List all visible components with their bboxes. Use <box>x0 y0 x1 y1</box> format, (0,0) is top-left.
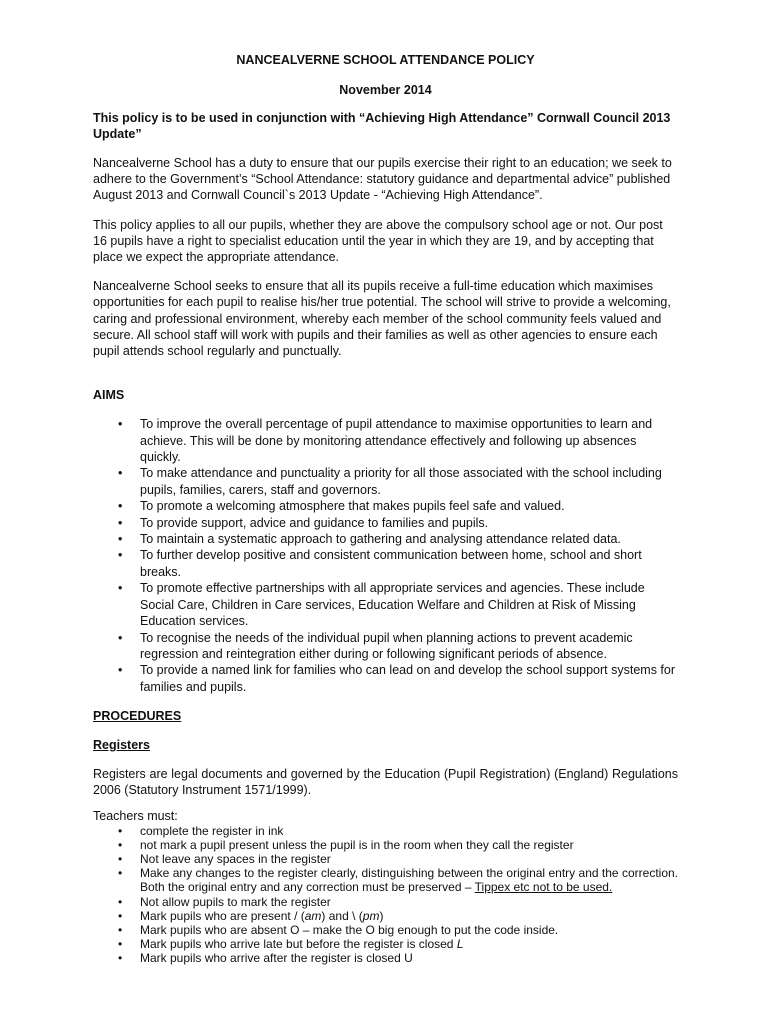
list-item: • complete the register in ink <box>140 824 678 838</box>
aims-item: • To promote effective partnerships with all appropriate services and agencies. These include Social Care, Children in Care services, Education Welfare and Children at Risk of Missing Education services. <box>140 580 678 629</box>
intro-statement: This policy is to be used in conjunction with “Achieving High Attendance” Cornwall Council 2013 Update” <box>93 111 671 141</box>
aims-item: • To promote a welcoming atmosphere that makes pupils feel safe and valued. <box>140 498 678 514</box>
late-code: L <box>456 937 464 952</box>
list-item <box>140 866 678 894</box>
list-item-text: ) <box>379 908 384 923</box>
aims-item: • To make attendance and punctuality a priority for all those associated with the school including pupils, families, carers, staff and governors. <box>140 465 678 498</box>
registers-paragraph: Registers are legal documents and governed by the Education (Pupil Registration) (England) Regulations 2006 (Statutory Instrument 1571/1999). <box>93 767 678 798</box>
aims-item: • To improve the overall percentage of pupil attendance to maximise opportunities to learn and achieve. This will be done by monitoring attendance effectively and following up absences quickly. <box>140 416 678 465</box>
paragraph-applies: This policy applies to all our pupils, whether they are above the compulsory school age or not. Our post 16 pupils have a right to specialist education until the year in which they are 19, and by accepting that place we expect the appropriate attendance. <box>93 217 663 265</box>
registers-heading: Registers <box>93 738 150 753</box>
list-item: • Mark pupils who arrive after the register is closed U <box>140 951 678 965</box>
aims-item: • To provide a named link for families who can lead on and develop the school support systems for families and pupils. <box>140 662 678 695</box>
teachers-must-label: Teachers must: <box>93 808 178 823</box>
list-item-text: Mark pupils who arrive late but before the register is closed <box>140 937 457 952</box>
aims-item: • To provide support, advice and guidance to families and pupils. <box>140 515 678 531</box>
list-item: • Mark pupils who are absent O – make the O big enough to put the code inside. <box>140 923 678 937</box>
list-item: • not mark a pupil present unless the pupil is in the room when they call the register <box>140 838 678 852</box>
procedures-heading: PROCEDURES <box>93 709 182 724</box>
document-date: November 2014 <box>339 83 432 97</box>
aims-item: • To further develop positive and consistent communication between home, school and short breaks. <box>140 547 678 580</box>
aims-item: • To maintain a systematic approach to gathering and analysing attendance related data. <box>140 531 678 547</box>
list-item <box>140 909 678 923</box>
list-item <box>140 937 678 951</box>
list-item-text: ) and \ ( <box>321 908 363 923</box>
aims-heading: AIMS <box>93 388 125 403</box>
pm-label: pm <box>362 908 380 923</box>
list-item: • Not leave any spaces in the register <box>140 852 678 866</box>
paragraph-duty: Nancealverne School has a duty to ensure that our pupils exercise their right to an education; we seek to adhere to the Government’s “School Attendance: statutory guidance and departmental advice” published August 2013 and Cornwall Council`s 2013 Update - “Achieving High Attendance”. <box>93 156 672 203</box>
tippex-warning: Tippex etc not to be used. <box>474 880 613 895</box>
teachers-must-list <box>93 824 678 966</box>
list-item-text: Mark pupils who are present / ( <box>140 908 305 923</box>
document-title: NANCEALVERNE SCHOOL ATTENDANCE POLICY <box>236 53 535 67</box>
paragraph-seeks: Nancealverne School seeks to ensure that all its pupils receive a full-time education which maximises opportunities for each pupil to realise his/her true potential. The school will strive to provide a welcoming, caring and professional environment, whereby each member of the school community feels valued and secure. All school staff will work with pupils and their families as well as other agencies to ensure each pupil attends school regularly and punctually. <box>93 279 671 359</box>
aims-list <box>93 416 678 695</box>
aims-item: • To recognise the needs of the individual pupil when planning actions to prevent academic regression and reintegration either during or following significant periods of absence. <box>140 630 678 663</box>
list-item-text: Make any changes to the register clearly, distinguishing between the original entry and the correction. Both the original entry and any correction must be preserved – <box>140 866 678 895</box>
am-label: am <box>304 908 322 923</box>
list-item: • Not allow pupils to mark the register <box>140 895 678 909</box>
